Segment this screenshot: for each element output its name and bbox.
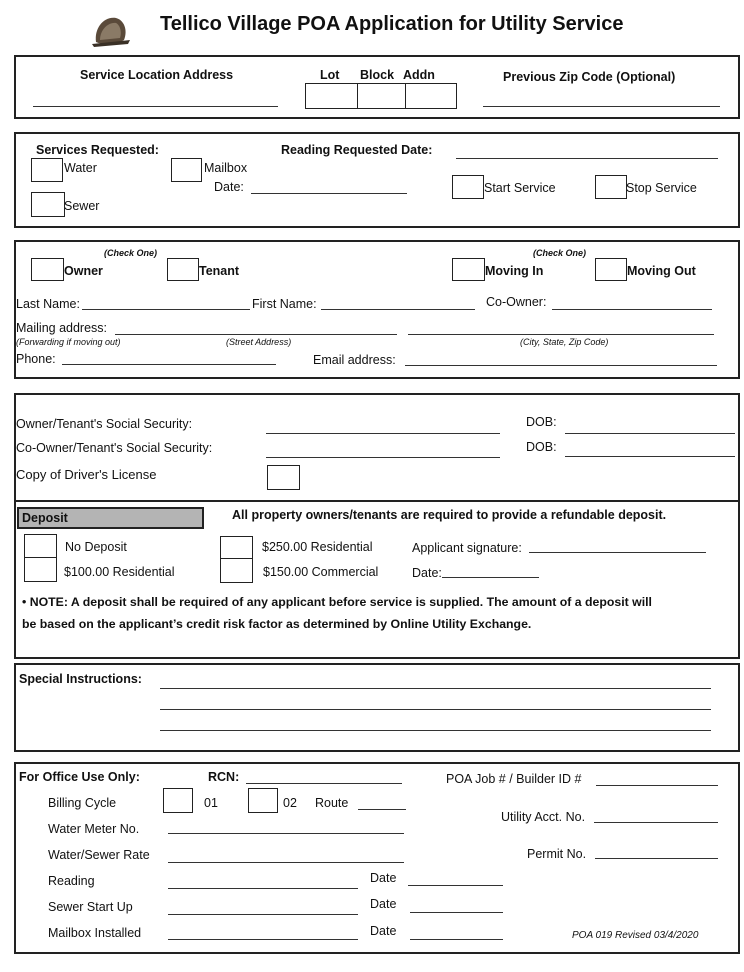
utility-acct-field[interactable] (594, 822, 718, 823)
deposit-note-line1: • NOTE: A deposit shall be required of any applicant before service is supplied. The amount of a deposit will (22, 595, 652, 609)
first-name-label: First Name: (252, 297, 317, 311)
reading-date-field-office[interactable] (408, 885, 503, 886)
poa-job-label: POA Job # / Builder ID # (446, 772, 582, 786)
res100-label: $100.00 Residential (64, 565, 175, 579)
prev-zip-field[interactable] (483, 106, 720, 107)
services-heading: Services Requested: (36, 143, 159, 157)
special-line-2[interactable] (160, 709, 711, 710)
moving-out-checkbox[interactable] (595, 258, 627, 281)
city-state-zip-field[interactable] (408, 334, 714, 335)
mailbox-installed-date-field[interactable] (410, 939, 503, 940)
sewer-start-label: Sewer Start Up (48, 900, 133, 914)
co-ssn-label: Co-Owner/Tenant's Social Security: (16, 441, 213, 455)
cycle-02-checkbox[interactable] (248, 788, 278, 813)
sewer-start-date-label: Date (370, 897, 397, 911)
no-deposit-label: No Deposit (65, 540, 127, 554)
special-line-3[interactable] (160, 730, 711, 731)
com150-checkbox[interactable] (220, 558, 253, 583)
water-meter-field[interactable] (168, 833, 404, 834)
route-field[interactable] (358, 809, 406, 810)
ssn-field[interactable] (266, 433, 500, 434)
block-label: Block (360, 68, 395, 82)
license-label: Copy of Driver's License (16, 467, 157, 482)
res100-checkbox[interactable] (24, 557, 57, 582)
route-label: Route (315, 796, 349, 810)
signature-field[interactable] (529, 552, 706, 553)
mailing-label: Mailing address: (16, 321, 108, 335)
first-name-field[interactable] (321, 309, 475, 310)
co-owner-field[interactable] (552, 309, 712, 310)
water-sewer-rate-field[interactable] (168, 862, 404, 863)
street-address-field[interactable] (115, 334, 397, 335)
water-checkbox[interactable] (31, 158, 63, 182)
reading-date-field[interactable] (456, 158, 718, 159)
last-name-field[interactable] (82, 309, 250, 310)
water-label: Water (64, 161, 97, 175)
ssn-label: Owner/Tenant's Social Security: (16, 417, 193, 431)
block-field[interactable] (357, 83, 407, 109)
deposit-notice: All property owners/tenants are required to provide a refundable deposit. (232, 508, 667, 522)
mailbox-checkbox[interactable] (171, 158, 202, 182)
sewer-checkbox[interactable] (31, 192, 65, 217)
rcn-label: RCN: (208, 770, 240, 784)
moving-in-checkbox[interactable] (452, 258, 485, 281)
email-field[interactable] (405, 365, 717, 366)
poa-job-field[interactable] (596, 785, 718, 786)
utility-acct-label: Utility Acct. No. (501, 810, 586, 824)
start-service-label: Start Service (484, 181, 556, 195)
service-address-field[interactable] (33, 106, 278, 107)
forwarding-note: (Forwarding if moving out) (16, 337, 121, 347)
cycle-02-label: 02 (283, 796, 297, 810)
res250-checkbox[interactable] (220, 536, 253, 560)
service-address-label: Service Location Address (80, 68, 234, 82)
mailbox-date-label: Date: (214, 180, 244, 194)
lot-label: Lot (320, 68, 340, 82)
signature-label: Applicant signature: (412, 541, 522, 555)
reading-field[interactable] (168, 888, 358, 889)
city-state-zip-note: (City, State, Zip Code) (520, 337, 609, 347)
deposit-label: Deposit (17, 507, 204, 529)
no-deposit-checkbox[interactable] (24, 534, 57, 558)
revision-note: POA 019 Revised 03/4/2020 (572, 930, 699, 941)
last-name-label: Last Name: (16, 297, 80, 311)
mailbox-date-field[interactable] (251, 193, 407, 194)
prev-zip-label: Previous Zip Code (Optional) (503, 70, 676, 84)
stop-service-label: Stop Service (626, 181, 697, 195)
lot-field[interactable] (305, 83, 359, 109)
sewer-start-field[interactable] (168, 914, 358, 915)
sewer-label: Sewer (64, 199, 100, 213)
mailbox-installed-field[interactable] (168, 939, 358, 940)
deposit-note-line2: be based on the applicant’s credit risk factor as determined by Online Utility Exchange. (22, 617, 532, 631)
mailbox-installed-label: Mailbox Installed (48, 926, 142, 940)
permit-label: Permit No. (527, 847, 587, 861)
deposit-date-field[interactable] (442, 577, 539, 578)
water-sewer-rate-label: Water/Sewer Rate (48, 848, 150, 862)
email-label: Email address: (313, 353, 396, 367)
street-address-note: (Street Address) (226, 337, 292, 347)
cycle-01-label: 01 (204, 796, 218, 810)
co-dob-label: DOB: (526, 440, 557, 454)
rcn-field[interactable] (246, 783, 402, 784)
co-ssn-field[interactable] (266, 457, 500, 458)
cycle-01-checkbox[interactable] (163, 788, 193, 813)
helmet-logo-icon (90, 10, 132, 48)
reading-label: Reading (48, 874, 95, 888)
start-service-checkbox[interactable] (452, 175, 484, 199)
phone-label: Phone: (16, 352, 56, 366)
check-one-moving-note: (Check One) (533, 248, 587, 258)
check-one-owner-note: (Check One) (104, 248, 158, 258)
moving-in-label: Moving In (485, 264, 544, 278)
page-title: Tellico Village POA Application for Utility Service (160, 13, 624, 35)
office-use-label: For Office Use Only: (19, 770, 140, 784)
special-instructions-label: Special Instructions: (19, 672, 142, 686)
dob-label: DOB: (526, 415, 557, 429)
sewer-start-date-field[interactable] (410, 912, 503, 913)
water-meter-label: Water Meter No. (48, 822, 140, 836)
stop-service-checkbox[interactable] (595, 175, 627, 199)
owner-label: Owner (64, 264, 103, 278)
co-dob-field[interactable] (565, 456, 735, 457)
mailbox-label: Mailbox (204, 161, 248, 175)
license-checkbox[interactable] (267, 465, 300, 490)
tenant-label: Tenant (199, 264, 240, 278)
com150-label: $150.00 Commercial (263, 565, 379, 579)
deposit-divider (14, 500, 738, 502)
mailbox-installed-date-label: Date (370, 924, 397, 938)
phone-field[interactable] (62, 364, 276, 365)
deposit-date-label: Date: (412, 566, 442, 580)
owner-checkbox[interactable] (31, 258, 64, 281)
dob-field[interactable] (565, 433, 735, 434)
reading-date-label: Reading Requested Date: (281, 143, 433, 157)
co-owner-label: Co-Owner: (486, 295, 547, 309)
addn-label: Addn (403, 68, 435, 82)
tenant-checkbox[interactable] (167, 258, 199, 281)
special-line-1[interactable] (160, 688, 711, 689)
addn-field[interactable] (405, 83, 457, 109)
res250-label: $250.00 Residential (262, 540, 373, 554)
permit-field[interactable] (595, 858, 718, 859)
reading-date-label-office: Date (370, 871, 397, 885)
billing-cycle-label: Billing Cycle (48, 796, 117, 810)
moving-out-label: Moving Out (627, 264, 696, 278)
